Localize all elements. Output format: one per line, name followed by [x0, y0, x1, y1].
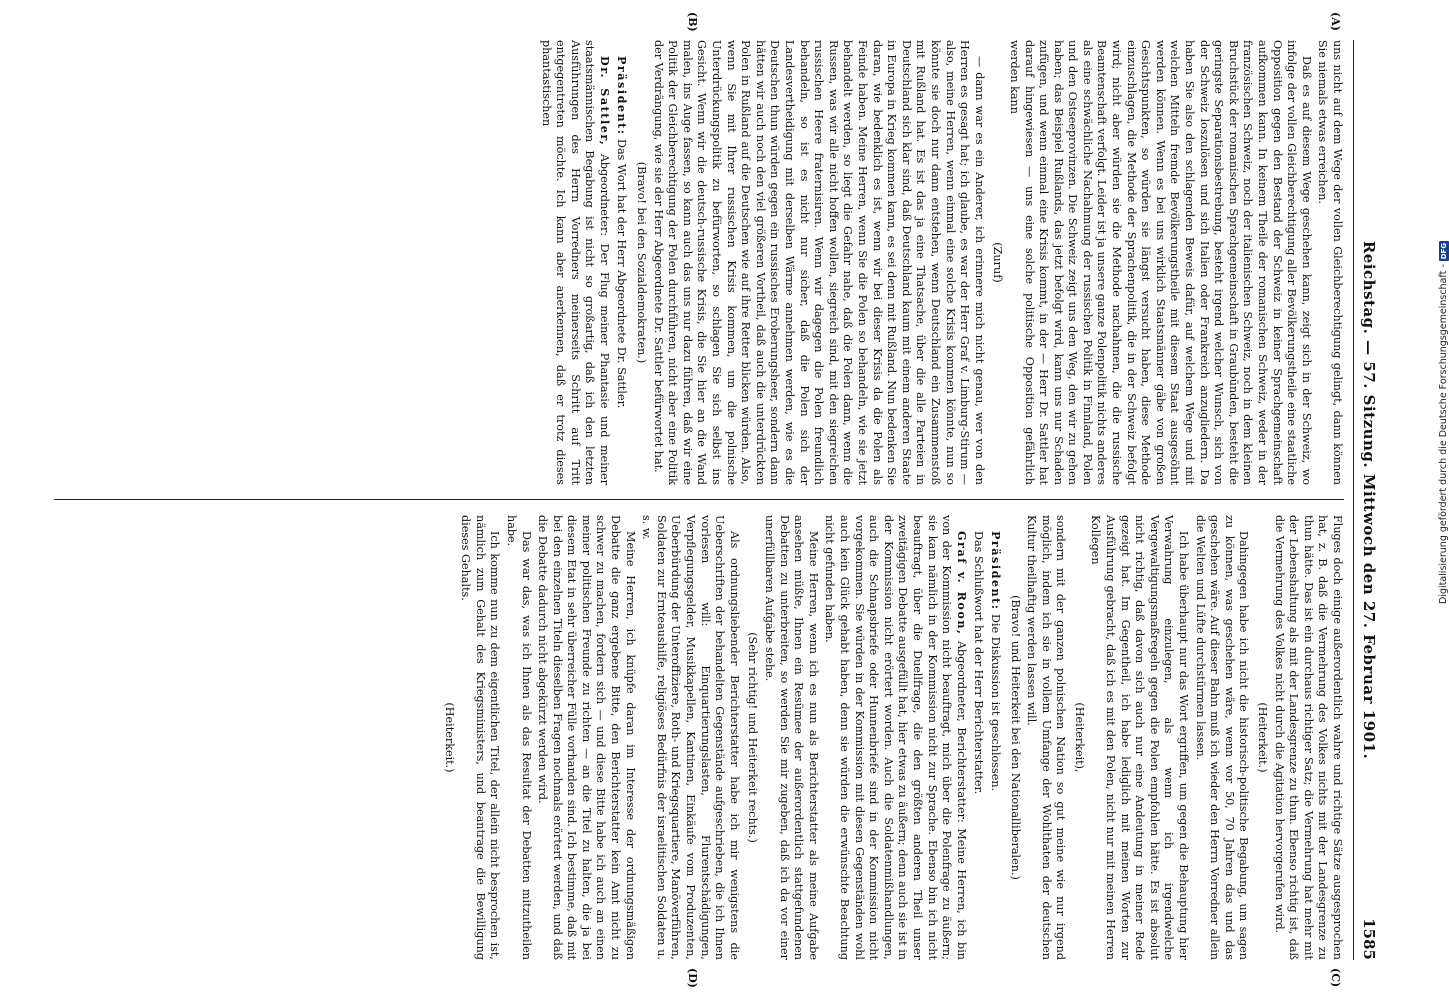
body-paragraph: Meine Herren, ich knüpfe daran im Interesse der ordnungsmäßigen Debatte die ganz ergebene Bitte, den Berichterstatter kein Amt nicht zu schwer zu machen, fordern sich — und diese Bitte habe ich auch an einen meiner politischen Freunde zu richten — an die Titel zu halten, die ja bei diesem Etat in sehr überreicher Fülle vorhanden sind. Ich bestimme, daß mit bei den einzelnen Titeln dieselben Fragen nochmals erörtert werden, und daß die Debatte dadurch nicht abgekürzt werden wird.	[536, 515, 637, 960]
speech-text: Die Diskussion ist geschlossen.	[988, 614, 1002, 792]
interjection: (Zuruf)	[991, 242, 1005, 283]
body-paragraph: sondern mit der ganzen polnischen Nation so gut meine wie nur irgend möglich, indem ich sie in vollem Umfange der Wohlthaten der deutschen Kultur theilhaftig werden lassen will.	[1025, 515, 1068, 960]
body-paragraph: Das Schlußwort hat der Herr Berichterstatter.	[972, 531, 986, 795]
dfg-logo: DFG	[1439, 242, 1448, 260]
right-column	[54, 515, 1344, 960]
page-title: Reichstag. — 57. Sitzung. Mittwoch den 27. Februar 1901.	[1360, 240, 1378, 760]
body-paragraph: Meine Herren, wenn ich es nun als Berichterstatter als meine Aufgabe ansehen müßte, Ihnen ein Resümee der außerordentlich stattgefundenen Debatten zu unterbreiten, so werden Sie mir zugeben, daß ich da vor einer unerfüllbaren Aufgabe stehe.	[763, 515, 820, 960]
credit-text: Digitalisierung gefördert durch die Deutsche Forschungsgemeinschaft -	[1438, 264, 1449, 604]
interjection: (Bravo! bei den Sozialdemokraten.)	[635, 161, 649, 364]
digitization-credit	[1438, 241, 1449, 604]
page-header	[1353, 40, 1384, 960]
interjection: (Bravo! und Heiterkeit bei den Nationalliberalen.)	[1008, 595, 1022, 880]
body-paragraph: Dahingegen habe ich nicht die historisch-politische Begabung, um sagen zu können, was geschehen wäre, wenn vor 50, 70 Jahren das und das geschehen wäre. Auf dieser Bahn muß ich wieder den Herrn Vorredner allein die Welten und Lüfte durchstürmen lassen.	[1193, 515, 1251, 960]
margin-marker-b: (B)	[686, 12, 699, 32]
speech-paragraph	[538, 40, 612, 485]
body-paragraph: Als ordnungsliebender Berichterstatter habe ich mir wenigstens die Ueberschriften der behandelten Gegenstände aufgeschrieben, die ich Ihnen vorlesen will: Einquartierungslasten, Flurentschädigungen, Verpflegungsgelder, Musikkapellen, Kantinen, Einkäufe vom Produzenten, Ueberbürdung der Unteroffiziere, Roth- und Kriegsquartiere, Manöverführen, Soldaten zur Ernteaushilfe, religiöses Bedürfnis der israelitischen Soldaten u. s. w.	[640, 515, 741, 960]
speaker-name: Präsident:	[988, 531, 1003, 611]
body-paragraph: Fluges doch einige außerordentlich wahre und richtige Sätze ausgesprochen hat, z. B. daß die Vermehrung des Volkes nichts mit der Landesgrenze zu thun hätte. Das ist ein durchaus richtiger Satz; die Vermehrung hat mehr mit der Lebenshaltung als mit der Landesgrenze zu thun. Ebenso richtig ist, daß die Vermehrung des Volkes nicht durch die Agitation hervorgerufen wird.	[1272, 515, 1344, 960]
body-paragraph: Ich habe überhaupt nur das Wort ergriffen, um gegen die Behauptung hier Verwahrung einzulegen, als wenn ich irgendwelche Vergewaltigungsmaßregeln gegen die Polen empfohlen hätte. Es ist absolut nicht richtig, daß davon sich auch nur eine Andeutung in meiner Rede gezeigt hat. Im Gegentheil, ich habe lediglich mit meinen Worten zur Ausführung gebracht, daß ich es mit den Polen, nicht nur mit meinen Herren Kollegen	[1089, 515, 1191, 960]
interjection: (Heiterkeit.)	[1256, 702, 1270, 773]
interjection: (Heiterkeit.)	[442, 702, 456, 773]
speaker-name: Dr. Sattler,	[597, 56, 612, 147]
body-paragraph: Das war das, was ich Ihnen als das Resultat der Debatten mitzutheilen habe.	[504, 515, 533, 960]
speech-text: Abgeordneter, Berichterstatter: Meine Herren, ich bin von der Kommission nicht beauftragt, mich über die Polenfrage zu äußern; sie kam nämlich in der Kommission nicht zur Sprache. Ebenso bin ich nicht beauftragt, über die Duellfrage, die den größten anderen Theil unser zweitägigen Debatte ausgefüllt hat, hier etwas zu äußern; denn auch sie ist in der Kommission nicht erörtert worden. Auch die Soldatenmißhandlungen, auch die Schnapsbriefe oder Hunnenbriefe sind in der Kommission nicht vorgekommen. Sie würden in der Kommission mit diesen Gegenständen wohl auch kein Glück gehabt haben, denn sie würden die erwünschte Beachtung nicht gefunden haben.	[823, 515, 968, 960]
speech-text: Das Wort hat der Herr Abgeordnete Dr. Sattler.	[615, 139, 629, 409]
page-number: 1585	[1360, 918, 1378, 960]
speaker-name: Präsident:	[615, 56, 630, 136]
speaker-name: Graf v. Roon,	[954, 531, 969, 636]
interjection: (Sehr richtig! und Heiterkeit rechts.)	[746, 632, 760, 843]
speech-paragraph	[614, 40, 630, 485]
body-paragraph: uns nicht auf dem Wege der vollen Gleichberechtigung gelingt, dann können Sie niemals etwas erreichen.	[1316, 40, 1344, 485]
margin-marker-c: (C)	[1329, 968, 1342, 988]
margin-marker-a: (A)	[1329, 12, 1342, 31]
body-paragraph: Daß es auf diesem Wege geschehen kann, zeigt sich in der Schweiz, wo infolge der vollen Gleichberechtigung aller Bevölkerungstheile eine staatliche Opposition gegen den Bestand der Schweiz in keiner Sprachgemeinschaft aufkommen kann. In keinem Theile der romanischen Schweiz, weder in der französischen Schweiz, noch der italienischen Schweiz, noch in dem kleinen Bruchstück der romanischen Sprachgemeinschaft in Graubünden, besteht die geringste Separationsbestrebung, besteht irgend welcher Wunsch, sich von der Schweiz loszulösen und sich Italien oder Frankreich anzugliedern. Da haben Sie also den schlagenden Beweis dafür, auf welchem Wege und mit welchen Mitteln fremde Bevölkerungstheile mit diesem Staat ausgesöhnt werden können. Wenn es bei uns wirklich Staatsmänner gäbe von großen Gesichtspunkten, so würden sie längst versucht haben, diese Methode einzuschlagen, die Methode der Sprachenpolitik, die in der Schweiz befolgt wird; nicht aber würden sie die Methode nachahmen, die die russische Beamtenschaft verfolgt. Leider ist ja unsere ganze Polenpolitik nichts anderes als eine schwächliche Nachahmung der russischen Politik in Finnland, Polen und den Ostseeprovinzen. Die Schweiz zeigt uns den Weg, den wir zu gehen haben; das Beispiel Rußlands, das jetzt befolgt wird, kann uns nur Schaden zufügen, und wenn einmal eine Krisis kommt, in der — Herr Dr. Sattler hat darauf hingewiesen — uns eine solche politische Opposition gefährlich werden kann	[1007, 40, 1313, 485]
speech-paragraph	[822, 515, 969, 960]
speech-paragraph	[987, 515, 1003, 960]
left-column	[54, 40, 1344, 485]
speech-text: Abgeordneter: Der Flug meiner Phantasie und meiner staatsmännischen Begabung ist nicht so großartig, daß ich den letzten Ausführungen des Herrn Vorredners meinerseits Schritt auf Tritt entgegentreten möchte. Ich kann aber anerkennen, daß er trotz dieses phantastischen	[539, 40, 611, 485]
body-paragraph: — dann war es ein Anderer, ich erinnere mich nicht genau, wer von den Herren es gesagt hat; ich glaube, es war der Herr Graf v. Limburg-Stirum — also, meine Herren, wenn einmal eine solche Krisis kommen könnte, nun so könnte sie doch nur dann entstehen, wenn Deutschland ein Zusammenstoß mit Rußland hat. Es ist das ja eine Thatsache, über die alle Parteien in Deutschland sich klar sind, daß Deutschland kaum mit einem anderen Staate in Europa in Krieg kommen kann, es sei denn mit Rußland. Nun bedenken Sie daran, wie bedenklich es ist, wenn wir bei dieser Krisis da die Polen als Feinde haben. Meine Herren, wenn Sie die Polen so behandeln, wie sie jetzt behandelt werden, so liegt die Gefahr nahe, daß die Polen dann, wenn die Russen, was wir alle nicht hoffen wollen, siegreich sind, mit den siegreichen russischen Heere fraternisiren. Wenn wir dagegen die Polen freundlich behandeln, so ist es nicht nur sicher, daß die Polen sich der Landesvertheidigung mit derselben Wärme annehmen werden, wie es die Deutschen thun würden gegen ein russisches Eroberungsheer, sondern dann hätten wir auch noch den viel größeren Vortheil, daß auch die unterdrückten Polen in Rußland auf die Deutschen wie auf ihre Retter blicken würden. Also, wenn Sie mit Ihrer russischen Krisis kommen, um die polnische Unterdrückungspolitik zu befürworten, so schlagen Sie sich selbst ins Gesicht. Wenn wir die deutsch-russische Krisis, die Sie hier an die Wand malen, ins Auge fassen, so kann auch das uns nur dazu führen, daß wir eine Politik der Gleichberechtigung der Polen durchführen, nicht aber eine Politik der Verdrängung, wie sie der Herr Abgeordnete Dr. Sattler befürwortet hat.	[651, 40, 986, 485]
column-divider	[54, 499, 1344, 500]
body-paragraph: Ich komme nun zu dem eigentlichen Titel, der allein nicht besprochen ist, nämlich zum Gehalt des Kriegsministers, und beantrage die Bewilligung dieses Gehalts.	[459, 515, 502, 960]
interjection: (Heiterkeit),	[1072, 702, 1086, 773]
margin-marker-d: (D)	[686, 968, 699, 988]
